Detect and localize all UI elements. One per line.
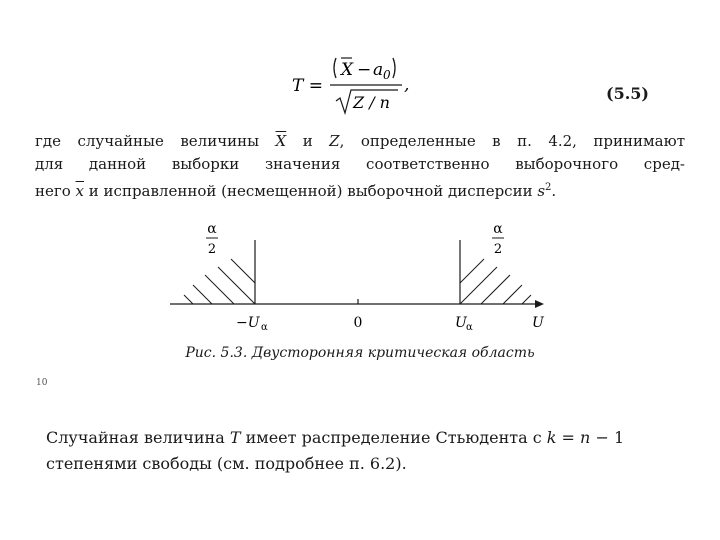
hatch-line	[231, 259, 255, 283]
math-x-bar-small: $\overline{x}$	[75, 182, 85, 200]
para2-line-1	[46, 425, 706, 451]
denominator: Z / n	[353, 93, 390, 112]
open-paren	[334, 58, 336, 78]
hatch-line	[460, 259, 484, 283]
paragraph-2	[46, 425, 706, 477]
text-span: , определенные в п. 4.2, принимают	[339, 132, 685, 150]
hatch-line	[503, 285, 522, 304]
formula-comma: ,	[404, 75, 410, 95]
figure-caption: Рис. 5.3. Двусторонняя критическая область	[185, 345, 535, 361]
hatch-line	[184, 295, 193, 304]
math-s: s	[537, 182, 546, 200]
tick-left-sub: α	[261, 322, 268, 333]
text-span: =	[556, 428, 581, 447]
two-left: 2	[207, 242, 217, 257]
axis-arrow-icon	[535, 300, 544, 308]
math-k: k	[546, 428, 557, 447]
text-span: .	[551, 182, 557, 200]
figure-critical-region	[160, 215, 560, 345]
math-exponent: 2	[545, 182, 552, 193]
alpha-left: α	[207, 221, 217, 237]
para1-line-1	[35, 130, 685, 153]
text-span: него	[35, 182, 76, 200]
text-span: и исправленной (несмещенной) выборочной дисперсии	[84, 182, 538, 200]
math-z: Z	[329, 132, 340, 150]
hatch-line	[522, 295, 531, 304]
tick-right-label: U	[455, 315, 467, 331]
para2-line-2: степенями свободы (см. подробнее п. 6.2).	[46, 454, 407, 473]
formula-lhs: T =	[292, 76, 323, 96]
tick-right-sub: α	[466, 322, 473, 333]
hatch-line	[460, 267, 497, 304]
math-n: n	[580, 428, 591, 447]
para1-line-2: для данной выборки значения соответственно выборочного сред-	[35, 155, 685, 173]
two-right: 2	[493, 242, 503, 257]
alpha-right: α	[493, 221, 503, 237]
math-t: T	[229, 428, 241, 447]
paragraph-1	[35, 130, 685, 203]
equation-number: (5.5)	[606, 84, 649, 103]
axis-label: U	[532, 315, 544, 331]
text-span: Случайная величина	[46, 428, 230, 447]
numerator-op: −	[357, 60, 372, 80]
math-x-bar: $\overline{X}$	[275, 132, 287, 150]
close-paren	[393, 58, 395, 78]
text-span: − 1	[590, 428, 625, 447]
left-hatching	[184, 259, 255, 304]
page-number-fragment: 10	[36, 378, 48, 388]
formula-svg	[290, 52, 440, 122]
numerator-a: a	[373, 60, 384, 80]
para1-line-3	[35, 176, 685, 203]
text-span: где случайные величины	[35, 132, 276, 150]
numerator-x: X	[341, 60, 354, 80]
hatch-line	[218, 267, 255, 304]
text-span: имеет распределение Стьюдента с	[240, 428, 547, 447]
right-hatching	[460, 259, 531, 304]
text-span: и	[286, 132, 330, 150]
numerator-sub: 0	[383, 68, 391, 82]
figure-svg	[160, 215, 560, 345]
hatch-line	[193, 285, 212, 304]
tick-left-label: −U	[236, 315, 260, 331]
formula-5-5	[290, 52, 440, 122]
tick-zero-label: 0	[353, 315, 363, 331]
